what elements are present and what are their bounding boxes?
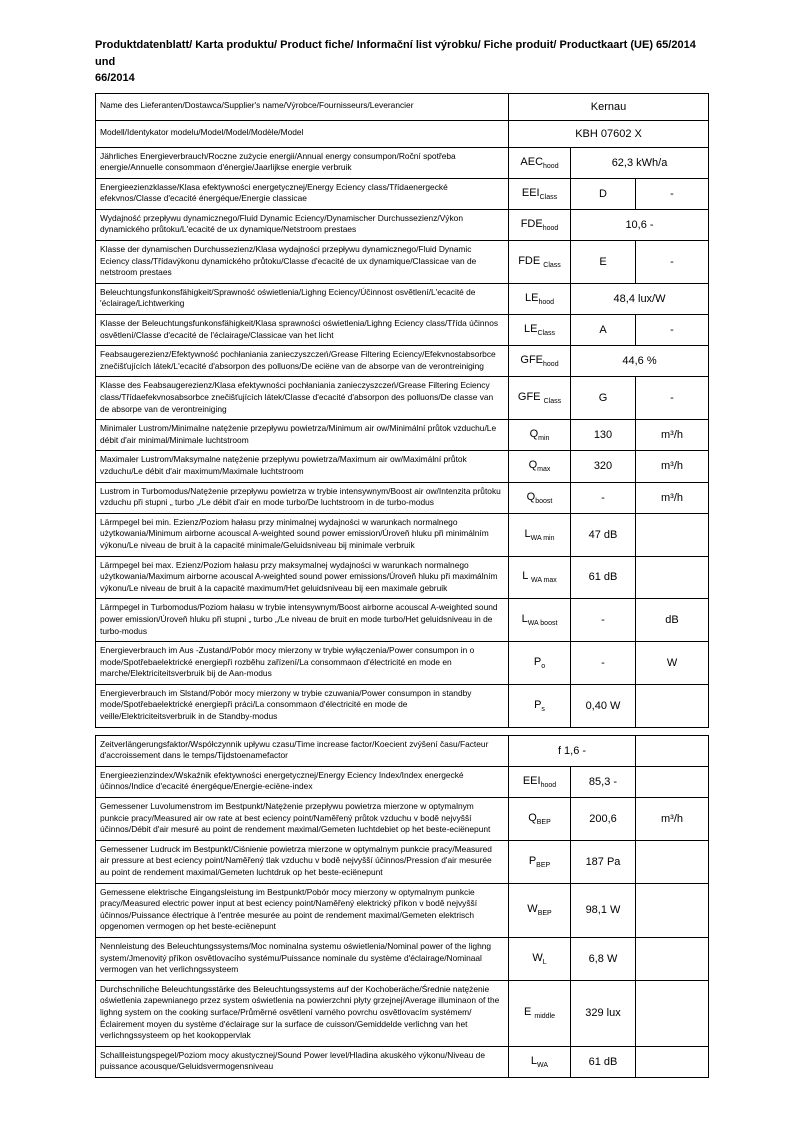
row-value: - xyxy=(571,482,636,513)
row-value: - xyxy=(571,599,636,642)
row-value: 187 Pa xyxy=(571,840,636,883)
symbol-base: AEC xyxy=(520,155,544,168)
table-row xyxy=(96,283,709,314)
row-label: Energieverbrauch im Slstand/Pobór mocy mierzony w trybie czuwania/Power consumpon in standby mode/Spotřebaelektrické energiepři práci/La consommaon d'électricité en mode de veille/Elektriciteitsverbruik in de Standby-modus xyxy=(96,684,509,727)
symbol-base: EEI xyxy=(522,774,541,787)
table-row xyxy=(96,735,709,766)
symbol-base: FDE xyxy=(518,254,544,267)
symbol-base: L xyxy=(530,1054,538,1067)
row-unit xyxy=(636,840,709,883)
row-symbol xyxy=(509,283,571,314)
symbol-base: L xyxy=(522,570,531,583)
table-row xyxy=(96,556,709,599)
row-unit xyxy=(636,556,709,599)
row-unit xyxy=(636,735,709,766)
symbol-base: Q xyxy=(526,490,536,503)
row-symbol xyxy=(509,642,571,685)
row-value: 61 dB xyxy=(571,556,636,599)
symbol-base: GFE xyxy=(517,391,544,404)
row-symbol xyxy=(509,684,571,727)
symbol-base: LE xyxy=(524,323,538,336)
table-row xyxy=(96,178,709,209)
row-label: Minimaler Lustrom/Minimalne natężenie przepływu powietrza/Minimum air ow/Minimální průtok vzduchu/Le débit d'air minimal/Minimale luchtstroom xyxy=(96,420,509,451)
row-unit: m³/h xyxy=(636,482,709,513)
row-value: 85,3 - xyxy=(571,766,636,797)
symbol-subscript: WA min xyxy=(530,534,555,542)
row-value: 6,8 W xyxy=(571,937,636,980)
symbol-base: Q xyxy=(528,811,537,824)
row-unit xyxy=(636,766,709,797)
symbol-base: L xyxy=(524,527,531,540)
symbol-subscript: boost xyxy=(535,497,553,505)
table-row xyxy=(96,120,709,147)
symbol-base: P xyxy=(528,854,537,867)
row-unit: m³/h xyxy=(636,798,709,841)
row-label: Schallleistungspegel/Poziom mocy akustycznej/Sound Power level/Hladina akuského výkonu/Niveau de puissance acousque/Geluidsvermogensniveau xyxy=(96,1046,509,1077)
row-value: G xyxy=(571,377,636,420)
row-label: Klasse des Feabsaugerezienz/Klasa efektywności pochłaniania zanieczyszczeń/Grease Filtering Eciency class/Třídaefekvnosabsorbce znečišťujících látek/Classe d'ecacité d'absorpon des polluons/De classe van de absorpe van de verontreiniging xyxy=(96,377,509,420)
product-data-table-2 xyxy=(95,735,709,1078)
symbol-base: W xyxy=(532,951,543,964)
row-label: Energieezienzindex/Wskaźnik efektywności energetycznej/Energy Eciency Index/Index energecké účinnos/Indice d'ecacité énergéque/Energie-eciëne-index xyxy=(96,766,509,797)
symbol-subscript: hood xyxy=(540,782,557,790)
row-value: 320 xyxy=(571,451,636,482)
table-row xyxy=(96,599,709,642)
row-label: Energieezienzklasse/Klasa efektywności energetycznej/Energy Eciency class/Třídaenergecké efekvnos/Classe d'ecacité énergéque/Energie classicae xyxy=(96,178,509,209)
row-symbol xyxy=(509,451,571,482)
row-label: Nennleistung des Beleuchtungssystems/Moc nominalna systemu oświetlenia/Nominal power of the lighng system/Jmenovitý příkon osvětlovacího systému/Puissance nominale du système d'éclairage/Nominaal vermogen van het verlichngssysteem xyxy=(96,937,509,980)
row-unit: - xyxy=(636,315,709,346)
row-value: 130 xyxy=(571,420,636,451)
symbol-subscript: middle xyxy=(534,1013,556,1021)
row-symbol xyxy=(509,178,571,209)
row-value: 10,6 - xyxy=(571,209,709,240)
row-unit xyxy=(636,1046,709,1077)
row-unit: m³/h xyxy=(636,420,709,451)
table-row xyxy=(96,377,709,420)
symbol-subscript: BEP xyxy=(536,861,551,869)
table-row xyxy=(96,93,709,120)
row-value: 62,3 kWh/a xyxy=(571,147,709,178)
symbol-subscript: hood xyxy=(542,225,559,233)
symbol-base: LE xyxy=(524,291,539,304)
row-label: Gemessene elektrische Eingangsleistung im Bestpunkt/Pobór mocy mierzony w optymalnym punkcie pracy/Measured electric power input at best eciency point/Naměřený elektrický příkon v bodě nejvyšší účinnos/Puissance électrique à l'entrée mesurée au point de rendement maximal/Gemeten elektrisch opgenomen vermogen op het beste-eciënepunt xyxy=(96,883,509,937)
symbol-base: GFE xyxy=(520,354,544,367)
row-value: KBH 07602 X xyxy=(509,120,709,147)
row-symbol xyxy=(509,241,571,284)
row-label: Zeitverlängerungsfaktor/Współczynnik upływu czasu/Time increase factor/Koecient zvýšení času/Facteur d'accroissement dans le temps/Tijdstoenamefactor xyxy=(96,735,509,766)
table-row xyxy=(96,346,709,377)
row-unit: - xyxy=(636,178,709,209)
symbol-base: E xyxy=(523,1006,535,1019)
row-unit: - xyxy=(636,241,709,284)
product-fiche-page xyxy=(95,37,708,1078)
symbol-subscript: Class xyxy=(537,330,555,338)
symbol-subscript: Class xyxy=(543,398,562,406)
row-symbol xyxy=(509,766,571,797)
symbol-subscript: hood xyxy=(543,162,559,170)
row-unit xyxy=(636,513,709,556)
row-unit xyxy=(636,883,709,937)
symbol-subscript: s xyxy=(541,705,545,713)
symbol-subscript: hood xyxy=(538,299,555,307)
row-value: 98,1 W xyxy=(571,883,636,937)
row-value: 44,6 % xyxy=(571,346,709,377)
symbol-base: W xyxy=(527,903,538,916)
table-row xyxy=(96,766,709,797)
row-value: A xyxy=(571,315,636,346)
table-row xyxy=(96,980,709,1046)
row-label: Klasse der dynamischen Durchussezienz/Klasa wydajności przepływu dynamicznego/Fluid Dynamic Eciency class/Třídavýkonu dynamického průtoku/Classe d'ecacité de ux dynamique/Classicae van de netstroom prestaes xyxy=(96,241,509,284)
symbol-subscript: WA xyxy=(537,1061,549,1069)
row-symbol xyxy=(509,599,571,642)
row-symbol xyxy=(509,798,571,841)
symbol-base: L xyxy=(521,613,528,626)
symbol-subscript: BEP xyxy=(536,819,551,827)
table-row xyxy=(96,315,709,346)
row-label: Name des Lieferanten/Dostawca/Supplier's name/Výrobce/Fournisseurs/Leverancier xyxy=(96,93,509,120)
document-title-line1: Produktdatenblatt/ Karta produktu/ Product fiche/ Informační list výrobku/ Fiche produit/ Productkaart (UE) 65/2014 und xyxy=(95,39,696,68)
symbol-subscript: WA max xyxy=(530,577,557,585)
table-row xyxy=(96,451,709,482)
row-value: 329 lux xyxy=(571,980,636,1046)
document-title-line2: 66/2014 xyxy=(95,72,135,84)
row-value: Kernau xyxy=(509,93,709,120)
row-label: Klasse der Beleuchtungsfunkonsfähigkeit/Klasa sprawności oświetlenia/Lighng Eciency class/Třída účinnos osvětlení/Classe d'ecacité de l'éclairage/Classicae van het licht xyxy=(96,315,509,346)
row-symbol xyxy=(509,883,571,937)
table-row xyxy=(96,482,709,513)
symbol-subscript: WA boost xyxy=(527,620,558,628)
row-symbol xyxy=(509,513,571,556)
row-label: Lärmpegel bei max. Ezienz/Poziom hałasu przy maksymalnej wydajności w warunkach normalnego użytkowania/Maximum airborne acouscal A-weighted sound power emissions/Úroveň hluku při maximálním výkonu/Le niveau de bruit à la capacité maximum/Het geluidsniveau bij een maximale gebruik xyxy=(96,556,509,599)
symbol-subscript: hood xyxy=(543,361,559,369)
row-symbol xyxy=(509,315,571,346)
row-symbol xyxy=(509,937,571,980)
row-unit xyxy=(636,937,709,980)
symbol-subscript: L xyxy=(542,958,547,966)
table-row xyxy=(96,420,709,451)
row-unit xyxy=(636,684,709,727)
symbol-base: Q xyxy=(529,428,539,441)
row-unit xyxy=(636,980,709,1046)
row-label: Gemessener Ludruck im Bestpunkt/Ciśnienie powietrza mierzone w optymalnym punkcie pracy/Measured air pressure at best eciency point/Naměřený tlak vzduchu v bodě nejvyšší účinnos/Pression d'air mesurée au point de rendement maximal/Gemeten luchtdruk op het beste-eciënepunt xyxy=(96,840,509,883)
row-label: Durchschniliche Beleuchtungsstärke des Beleuchtungssystems auf der Kochoberäche/Średnie natężenie oświetlenia zapewnianego przez system oświetlenia na powierzchni płyty grzejnej/Average illuminaon of the lighng system on the cooking surface/Průměrné osvětlení varného povrchu osvětlovacím systémem/Éclairement moyen du système d'éclairage sur la surface de cuisson/Gemiddelde verlichng van het verlichngssysteem op het kookoppervlak xyxy=(96,980,509,1046)
symbol-subscript: max xyxy=(537,466,551,474)
row-value: 48,4 lux/W xyxy=(571,283,709,314)
symbol-subscript: Class xyxy=(539,193,558,201)
row-unit: dB xyxy=(636,599,709,642)
row-symbol xyxy=(509,482,571,513)
tables-area xyxy=(95,93,708,1078)
symbol-subscript: o xyxy=(541,663,546,671)
row-symbol xyxy=(509,377,571,420)
row-value: f 1,6 - xyxy=(509,735,636,766)
row-label: Lustrom in Turbomodus/Natężenie przepływu powietrza w trybie intensywnym/Boost air ow/Intenzita průtoku vzduchu při stupni „ turbo „/Le débit d'air en mode turbo/De luchtstroom in de turbo-modus xyxy=(96,482,509,513)
row-label: Lärmpegel in Turbomodus/Poziom hałasu w trybie intensywnym/Boost airborne acouscal A-weighted sound power emission/Úroveň hluku při stupni „ turbo „/Le niveau de bruit en mode turbo/Het geluidsniveau in de turbo-modus xyxy=(96,599,509,642)
row-value: 0,40 W xyxy=(571,684,636,727)
table-row xyxy=(96,147,709,178)
row-symbol xyxy=(509,209,571,240)
table-row xyxy=(96,1046,709,1077)
table-row xyxy=(96,513,709,556)
row-value: 61 dB xyxy=(571,1046,636,1077)
symbol-base: Q xyxy=(528,459,538,472)
row-value: 200,6 xyxy=(571,798,636,841)
symbol-subscript: min xyxy=(538,435,550,443)
row-unit: W xyxy=(636,642,709,685)
row-symbol xyxy=(509,556,571,599)
product-data-table-1 xyxy=(95,93,709,728)
row-label: Lärmpegel bei min. Ezienz/Poziom hałasu przy minimalnej wydajności w warunkach normalnego użytkowania/Minimum airborne acouscal A-weighted sound power emission/Úroveň hluku při minimálním výkonu/Le niveau de bruit à la capacité minimale/Geluidsniveau bij minimale verbruik xyxy=(96,513,509,556)
row-label: Maximaler Lustrom/Maksymalne natężenie przepływu powietrza/Maximum air ow/Maximální průtok vzduchu/Le débit d'air maximum/Maximale luchtstroom xyxy=(96,451,509,482)
table-row xyxy=(96,840,709,883)
symbol-base: FDE xyxy=(520,217,543,230)
row-unit: m³/h xyxy=(636,451,709,482)
row-symbol xyxy=(509,840,571,883)
row-label: Beleuchtungsfunkonsfähigkeit/Sprawność oświetlenia/Lighng Eciency/Účinnost osvětlení/L'ecacité de 'éclairage/Lichtwerking xyxy=(96,283,509,314)
row-label: Energieverbrauch im Aus -Zustand/Pobór mocy mierzony w trybie wyłączenia/Power consumpon in o mode/Spotřebaelektrické energiepři rozběhu zařízení/La consommaon d'électricité en mode en marche/Elektriciteitsverbruik bij de Aan-modus xyxy=(96,642,509,685)
symbol-subscript: BEP xyxy=(537,910,552,918)
row-value: E xyxy=(571,241,636,284)
row-label: Gemessener Luvolumenstrom im Bestpunkt/Natężenie przepływu powietrza mierzone w optymalnym punkcie pracy/Measured air ow rate at best eciency point/Naměřený průtok vzduchu v bodě nejvyšší účinnos/Débit d'air mesuré au point de rendement maximal/Gemeten luchtdebiet op het beste-eciënepunt xyxy=(96,798,509,841)
table-row xyxy=(96,241,709,284)
symbol-base: EEI xyxy=(521,186,540,199)
row-label: Modell/Identykator modelu/Model/Model/Modèle/Model xyxy=(96,120,509,147)
table-row xyxy=(96,642,709,685)
table-row xyxy=(96,798,709,841)
row-symbol xyxy=(509,980,571,1046)
document-title xyxy=(95,37,708,87)
table-row xyxy=(96,937,709,980)
row-value: D xyxy=(571,178,636,209)
symbol-base: P xyxy=(533,655,542,668)
row-value: 47 dB xyxy=(571,513,636,556)
row-symbol xyxy=(509,346,571,377)
symbol-subscript: Class xyxy=(543,262,561,270)
row-label: Feabsaugerezienz/Efektywność pochłaniania zanieczyszczeń/Grease Filtering Eciency/Efekvnostabsorbce znečišťujících látek/L'ecacité d'absorpon des polluons/De eciëne van de absorpe van de verontreiniging xyxy=(96,346,509,377)
symbol-base: P xyxy=(534,698,542,711)
row-unit: - xyxy=(636,377,709,420)
table-row xyxy=(96,684,709,727)
row-label: Wydajność przepływu dynamicznego/Fluid Dynamic Eciency/Dynamischer Durchussezienz/Výkon dynamického průtoku/L'ecacité de ux dynamique/Netstroom prestaes xyxy=(96,209,509,240)
row-value: - xyxy=(571,642,636,685)
table-row xyxy=(96,209,709,240)
table-row xyxy=(96,883,709,937)
row-symbol xyxy=(509,1046,571,1077)
row-symbol xyxy=(509,420,571,451)
row-symbol xyxy=(509,147,571,178)
row-label: Jährliches Energieverbrauch/Roczne zużycie energii/Annual energy consumpon/Roční spotřeba energie/Annuelle consommaon d'énergie/Jaarlijkse energie verbruik xyxy=(96,147,509,178)
